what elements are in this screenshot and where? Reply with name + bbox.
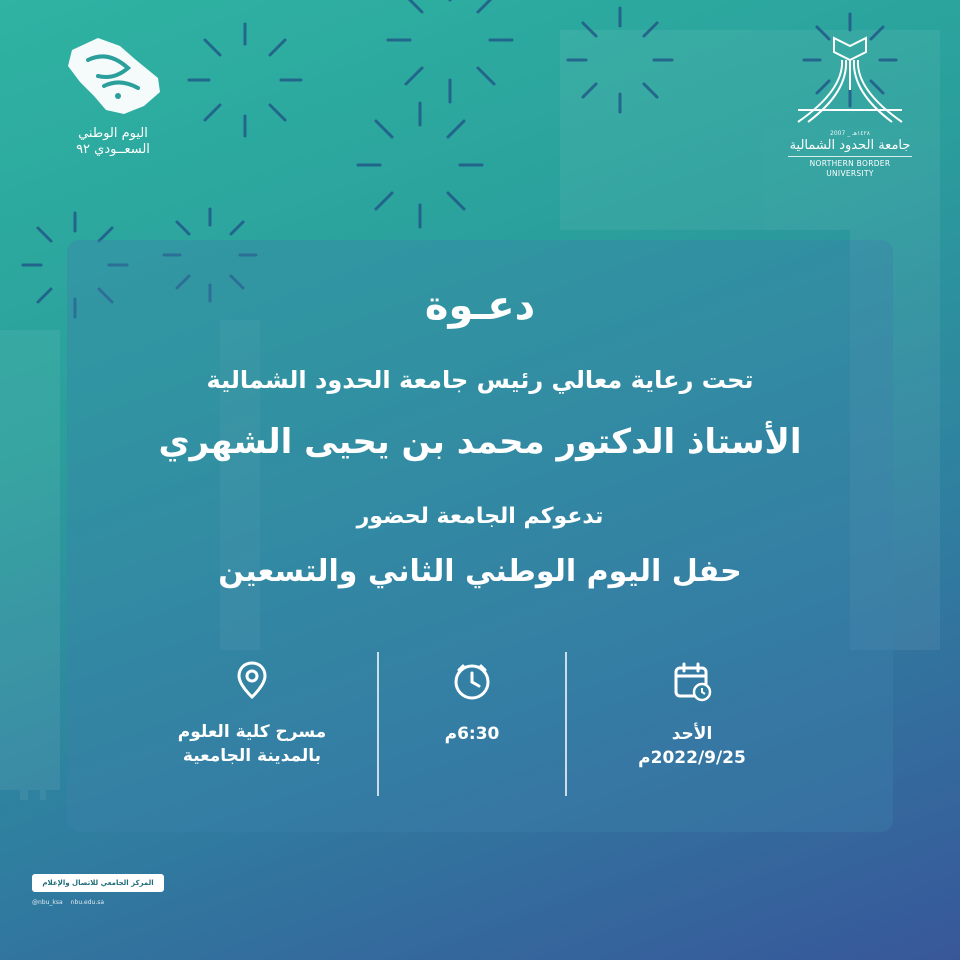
- firework-burst: [358, 103, 482, 227]
- firework-burst: [388, 0, 512, 102]
- university-year: 2007 _ ١٤٢٨هـ: [830, 130, 870, 137]
- university-logo: [782, 30, 918, 178]
- university-name-en: NORTHERN BORDER UNIVERSITY: [788, 156, 912, 179]
- calendar-icon: [671, 660, 713, 702]
- invitation-title: دعـوة: [424, 283, 536, 329]
- time-value: 6:30م: [444, 724, 500, 744]
- website-link: nbu.edu.sa: [70, 899, 105, 906]
- saudi-map-calligraphy-icon: [58, 30, 168, 122]
- invitation-card: [67, 240, 893, 832]
- patron-line: تحت رعاية معالي رئيس جامعة الحدود الشمالية: [206, 366, 754, 394]
- date-value: 2022/9/25م: [638, 748, 746, 768]
- location-pin-icon: [235, 660, 269, 700]
- date-day: الأحد: [671, 724, 713, 744]
- time-info: [347, 660, 597, 746]
- social-handles: [32, 898, 164, 908]
- national-day-line1: اليوم الوطني: [78, 126, 148, 141]
- university-emblem-icon: [790, 30, 910, 126]
- firework-burst: [189, 24, 301, 136]
- location-info: [127, 660, 377, 768]
- location-line1: مسرح كلية العلوم: [177, 722, 327, 742]
- national-day-logo: [48, 30, 178, 170]
- footer: [32, 874, 164, 908]
- event-name: حفل اليوم الوطني الثاني والتسعين: [218, 554, 742, 589]
- social-handle: @nbu_ksa: [32, 899, 63, 906]
- national-day-line2: السعــودي ٩٢: [76, 142, 150, 157]
- media-center-badge: المركز الجامعي للاتصال والإعلام: [32, 874, 164, 892]
- invite-line: تدعوكم الجامعة لحضور: [356, 504, 604, 529]
- date-info: [567, 660, 817, 770]
- clock-icon: [451, 660, 493, 702]
- location-line2: بالمدينة الجامعية: [182, 746, 322, 766]
- university-name-ar: جامعة الحدود الشمالية: [789, 138, 911, 153]
- patron-name: الأستاذ الدكتور محمد بن يحيى الشهري: [158, 422, 802, 462]
